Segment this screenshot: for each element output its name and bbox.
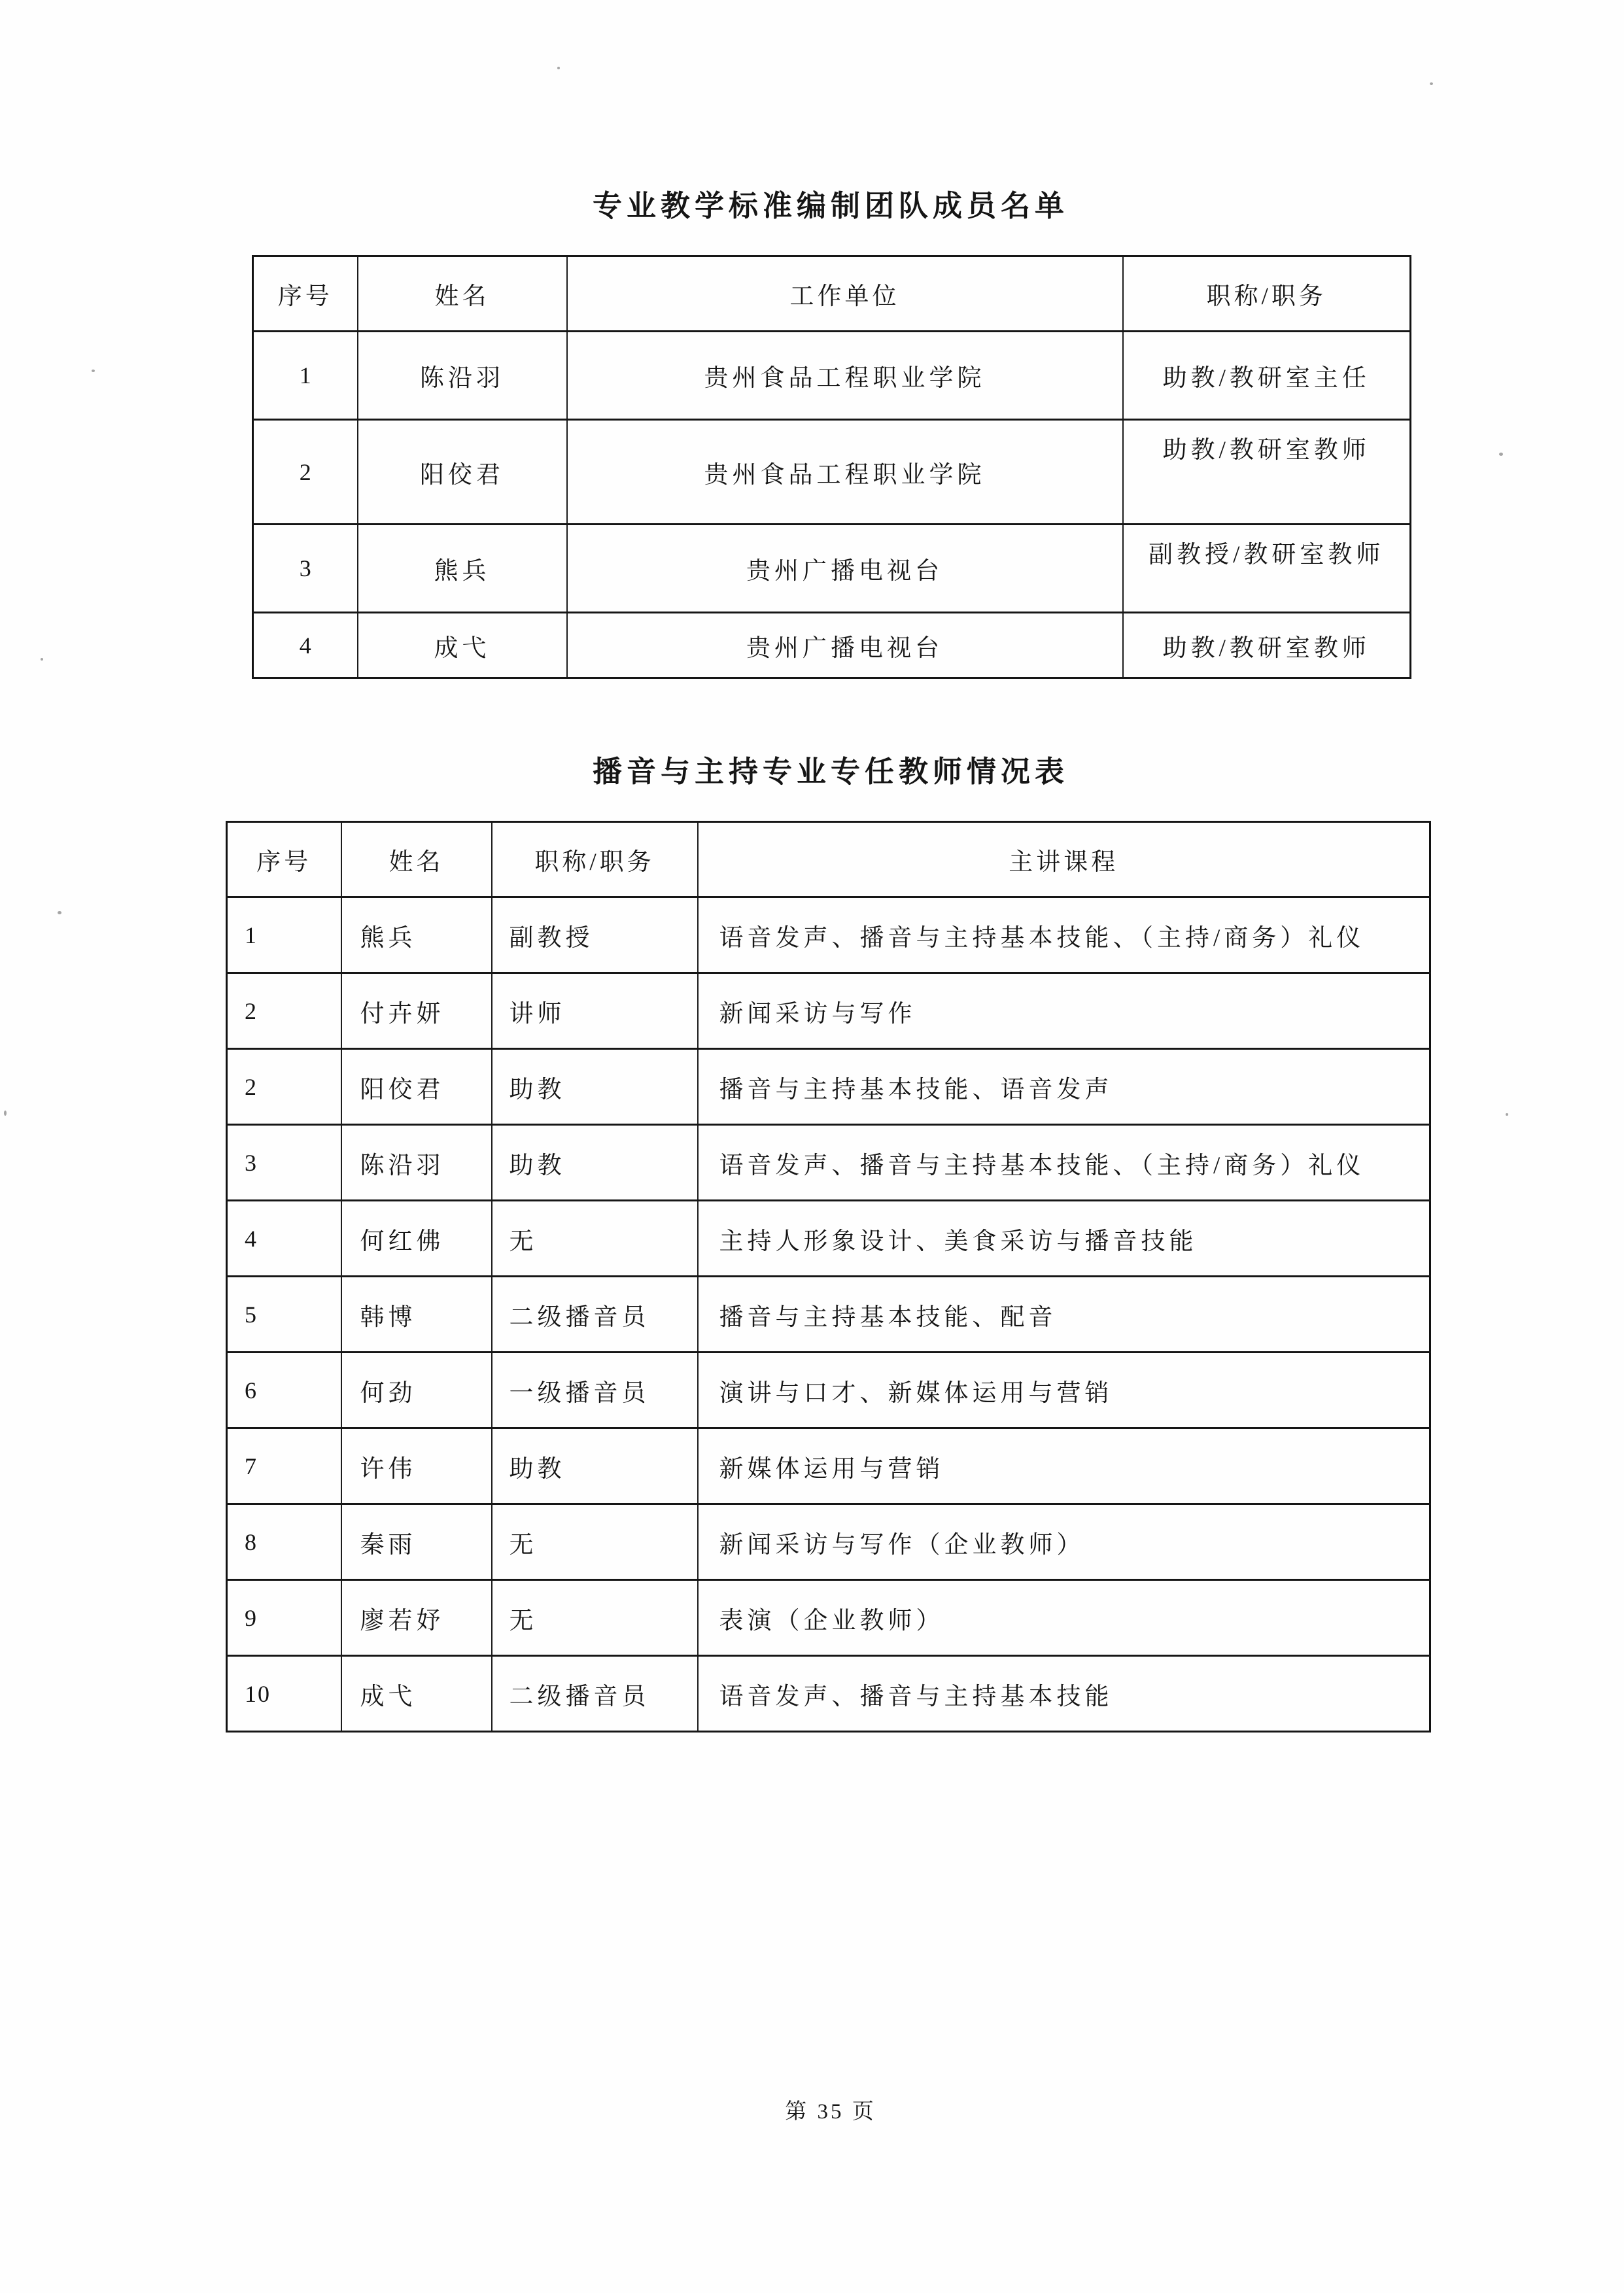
column-header: 职称/职务 — [1123, 256, 1411, 332]
table-cell: 二级播音员 — [492, 1656, 698, 1732]
table-cell: 助教/教研室主任 — [1123, 332, 1411, 420]
column-header: 序号 — [253, 256, 358, 332]
table-cell: 无 — [492, 1580, 698, 1656]
column-header: 职称/职务 — [492, 822, 698, 897]
page-number: 第 35 页 — [785, 2100, 876, 2124]
table-cell: 无 — [492, 1504, 698, 1580]
table-cell: 贵州食品工程职业学院 — [567, 420, 1123, 525]
table-cell: 何红佛 — [341, 1201, 492, 1277]
table-cell: 熊兵 — [341, 897, 492, 973]
table-cell: 播音与主持基本技能、配音 — [698, 1277, 1430, 1353]
header-row — [253, 256, 1411, 332]
scan-speck — [1506, 1113, 1508, 1116]
table-cell: 一级播音员 — [492, 1353, 698, 1428]
table-cell: 陈沿羽 — [341, 1125, 492, 1201]
table-row — [227, 1580, 1430, 1656]
table-cell: 播音与主持基本技能、语音发声 — [698, 1049, 1430, 1125]
table-cell: 贵州广播电视台 — [567, 525, 1123, 613]
table-cell: 2 — [227, 1049, 341, 1125]
table-cell: 3 — [227, 1125, 341, 1201]
table-cell: 4 — [227, 1201, 341, 1277]
table-cell: 2 — [227, 973, 341, 1049]
table-row — [227, 1656, 1430, 1732]
table-cell: 新闻采访与写作（企业教师） — [698, 1504, 1430, 1580]
table-cell: 阳佼君 — [358, 420, 567, 525]
table-cell: 1 — [253, 332, 358, 420]
table-cell: 语音发声、播音与主持基本技能、（主持/商务）礼仪 — [698, 1125, 1430, 1201]
table-row — [253, 613, 1411, 678]
table-cell: 10 — [227, 1656, 341, 1732]
table-row — [227, 1049, 1430, 1125]
table-row — [227, 1201, 1430, 1277]
table-row — [227, 1428, 1430, 1504]
table-row — [227, 1504, 1430, 1580]
table-cell: 副教授/教研室教师 — [1123, 525, 1411, 613]
table-cell: 付卉妍 — [341, 973, 492, 1049]
teacher-table-header — [227, 822, 1430, 897]
header-row — [227, 822, 1430, 897]
table-row — [253, 525, 1411, 613]
table-cell: 助教 — [492, 1428, 698, 1504]
scan-speck — [41, 658, 43, 661]
table-row — [227, 1277, 1430, 1353]
table-cell: 熊兵 — [358, 525, 567, 613]
team-table-header — [253, 256, 1411, 332]
table-cell: 2 — [253, 420, 358, 525]
table-cell: 何劲 — [341, 1353, 492, 1428]
column-header: 工作单位 — [567, 256, 1123, 332]
table-row — [227, 897, 1430, 973]
table-cell: 阳佼君 — [341, 1049, 492, 1125]
scan-speck — [58, 911, 61, 914]
table-cell: 韩博 — [341, 1277, 492, 1353]
table-cell: 新闻采访与写作 — [698, 973, 1430, 1049]
scan-speck — [1499, 453, 1503, 456]
table-cell: 语音发声、播音与主持基本技能 — [698, 1656, 1430, 1732]
table-cell: 语音发声、播音与主持基本技能、（主持/商务）礼仪 — [698, 897, 1430, 973]
scan-speck — [92, 370, 95, 372]
table-cell: 副教授 — [492, 897, 698, 973]
scan-speck — [1430, 82, 1433, 85]
column-header: 主讲课程 — [698, 822, 1430, 897]
table-cell: 3 — [253, 525, 358, 613]
table-cell: 6 — [227, 1353, 341, 1428]
team-table-body — [253, 332, 1411, 678]
table-cell: 表演（企业教师） — [698, 1580, 1430, 1656]
table-cell: 二级播音员 — [492, 1277, 698, 1353]
table-cell: 助教/教研室教师 — [1123, 613, 1411, 678]
team-table-title: 专业教学标准编制团队成员名单 — [592, 190, 1069, 222]
table-cell: 陈沿羽 — [358, 332, 567, 420]
table-cell: 新媒体运用与营销 — [698, 1428, 1430, 1504]
table-cell: 贵州食品工程职业学院 — [567, 332, 1123, 420]
table-cell: 7 — [227, 1428, 341, 1504]
table-cell: 讲师 — [492, 973, 698, 1049]
column-header: 姓名 — [341, 822, 492, 897]
table-cell: 无 — [492, 1201, 698, 1277]
table-row — [253, 332, 1411, 420]
table-cell: 秦雨 — [341, 1504, 492, 1580]
teacher-table — [226, 821, 1431, 1733]
table-row — [227, 973, 1430, 1049]
column-header: 序号 — [227, 822, 341, 897]
scan-speck — [557, 67, 560, 69]
table-cell: 主持人形象设计、美食采访与播音技能 — [698, 1201, 1430, 1277]
table-cell: 4 — [253, 613, 358, 678]
table-cell: 1 — [227, 897, 341, 973]
table-cell: 廖若妤 — [341, 1580, 492, 1656]
table-cell: 成弋 — [358, 613, 567, 678]
table-cell: 演讲与口才、新媒体运用与营销 — [698, 1353, 1430, 1428]
teacher-table-title: 播音与主持专业专任教师情况表 — [592, 755, 1069, 788]
column-header: 姓名 — [358, 256, 567, 332]
teacher-table-body — [227, 897, 1430, 1732]
table-row — [227, 1353, 1430, 1428]
table-cell: 许伟 — [341, 1428, 492, 1504]
table-cell: 9 — [227, 1580, 341, 1656]
team-table — [252, 255, 1411, 679]
scan-speck — [4, 1111, 7, 1116]
table-row — [253, 420, 1411, 525]
table-cell: 成弋 — [341, 1656, 492, 1732]
table-row — [227, 1125, 1430, 1201]
table-cell: 助教 — [492, 1049, 698, 1125]
table-cell: 助教/教研室教师 — [1123, 420, 1411, 525]
table-cell: 8 — [227, 1504, 341, 1580]
table-cell: 5 — [227, 1277, 341, 1353]
table-cell: 贵州广播电视台 — [567, 613, 1123, 678]
table-cell: 助教 — [492, 1125, 698, 1201]
